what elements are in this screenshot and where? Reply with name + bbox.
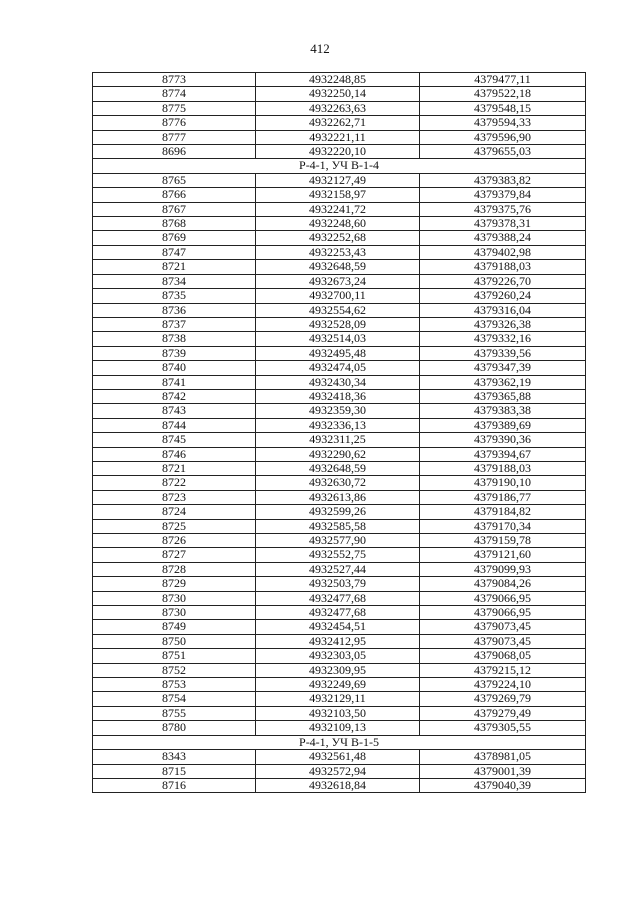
point-number-cell: 8767 <box>93 202 256 216</box>
point-number-cell: 8755 <box>93 706 256 720</box>
x-coordinate-cell: 4932129,11 <box>256 692 420 706</box>
x-coordinate-cell: 4932103,50 <box>256 706 420 720</box>
point-number-cell: 8734 <box>93 274 256 288</box>
x-coordinate-cell: 4932673,24 <box>256 274 420 288</box>
point-number-cell: 8727 <box>93 548 256 562</box>
table-row <box>93 87 586 101</box>
x-coordinate-cell: 4932250,14 <box>256 87 420 101</box>
y-coordinate-cell: 4379594,33 <box>420 116 586 130</box>
y-coordinate-cell: 4379269,79 <box>420 692 586 706</box>
y-coordinate-cell: 4379159,78 <box>420 534 586 548</box>
x-coordinate-cell: 4932309,95 <box>256 663 420 677</box>
point-number-cell: 8742 <box>93 389 256 403</box>
point-number-cell: 8715 <box>93 764 256 778</box>
y-coordinate-cell: 4379362,19 <box>420 375 586 389</box>
point-number-cell: 8725 <box>93 519 256 533</box>
x-coordinate-cell: 4932554,62 <box>256 303 420 317</box>
x-coordinate-cell: 4932221,11 <box>256 130 420 144</box>
y-coordinate-cell: 4379260,24 <box>420 289 586 303</box>
point-number-cell: 8754 <box>93 692 256 706</box>
y-coordinate-cell: 4379066,95 <box>420 606 586 620</box>
y-coordinate-cell: 4379188,03 <box>420 260 586 274</box>
table-row <box>93 534 586 548</box>
y-coordinate-cell: 4379383,38 <box>420 404 586 418</box>
y-coordinate-cell: 4379655,03 <box>420 145 586 159</box>
point-number-cell: 8728 <box>93 562 256 576</box>
coordinates-table <box>92 72 586 793</box>
table-row <box>93 404 586 418</box>
table-row <box>93 188 586 202</box>
point-number-cell: 8752 <box>93 663 256 677</box>
y-coordinate-cell: 4379402,98 <box>420 245 586 259</box>
y-coordinate-cell: 4379279,49 <box>420 706 586 720</box>
x-coordinate-cell: 4932552,75 <box>256 548 420 562</box>
y-coordinate-cell: 4379378,31 <box>420 217 586 231</box>
table-row <box>93 447 586 461</box>
x-coordinate-cell: 4932577,90 <box>256 534 420 548</box>
point-number-cell: 8729 <box>93 577 256 591</box>
y-coordinate-cell: 4379347,39 <box>420 361 586 375</box>
y-coordinate-cell: 4379316,04 <box>420 303 586 317</box>
point-number-cell: 8730 <box>93 591 256 605</box>
x-coordinate-cell: 4932585,58 <box>256 519 420 533</box>
y-coordinate-cell: 4379394,67 <box>420 447 586 461</box>
x-coordinate-cell: 4932311,25 <box>256 433 420 447</box>
table-row <box>93 101 586 115</box>
x-coordinate-cell: 4932561,48 <box>256 750 420 764</box>
table-row <box>93 778 586 792</box>
y-coordinate-cell: 4379388,24 <box>420 231 586 245</box>
point-number-cell: 8736 <box>93 303 256 317</box>
point-number-cell: 8744 <box>93 418 256 432</box>
x-coordinate-cell: 4932648,59 <box>256 461 420 475</box>
y-coordinate-cell: 4379548,15 <box>420 101 586 115</box>
point-number-cell: 8722 <box>93 476 256 490</box>
section-title: Р-4-1, УЧ В-1-5 <box>93 735 586 749</box>
x-coordinate-cell: 4932630,72 <box>256 476 420 490</box>
y-coordinate-cell: 4379332,16 <box>420 332 586 346</box>
y-coordinate-cell: 4379121,60 <box>420 548 586 562</box>
y-coordinate-cell: 4379326,38 <box>420 317 586 331</box>
y-coordinate-cell: 4379170,34 <box>420 519 586 533</box>
table-row <box>93 389 586 403</box>
table-row <box>93 245 586 259</box>
point-number-cell: 8746 <box>93 447 256 461</box>
table-row <box>93 562 586 576</box>
point-number-cell: 8739 <box>93 346 256 360</box>
y-coordinate-cell: 4379379,84 <box>420 188 586 202</box>
x-coordinate-cell: 4932528,09 <box>256 317 420 331</box>
table-row <box>93 332 586 346</box>
point-number-cell: 8343 <box>93 750 256 764</box>
table-row <box>93 606 586 620</box>
x-coordinate-cell: 4932263,63 <box>256 101 420 115</box>
table-row <box>93 634 586 648</box>
point-number-cell: 8740 <box>93 361 256 375</box>
x-coordinate-cell: 4932503,79 <box>256 577 420 591</box>
y-coordinate-cell: 4379186,77 <box>420 490 586 504</box>
y-coordinate-cell: 4379390,36 <box>420 433 586 447</box>
x-coordinate-cell: 4932241,72 <box>256 202 420 216</box>
x-coordinate-cell: 4932514,03 <box>256 332 420 346</box>
coordinates-table-body <box>93 73 586 793</box>
point-number-cell: 8751 <box>93 649 256 663</box>
table-row <box>93 274 586 288</box>
section-header-row <box>93 735 586 749</box>
y-coordinate-cell: 4379226,70 <box>420 274 586 288</box>
table-row <box>93 202 586 216</box>
x-coordinate-cell: 4932477,68 <box>256 591 420 605</box>
x-coordinate-cell: 4932527,44 <box>256 562 420 576</box>
x-coordinate-cell: 4932454,51 <box>256 620 420 634</box>
table-row <box>93 418 586 432</box>
y-coordinate-cell: 4379184,82 <box>420 505 586 519</box>
point-number-cell: 8726 <box>93 534 256 548</box>
x-coordinate-cell: 4932572,94 <box>256 764 420 778</box>
point-number-cell: 8747 <box>93 245 256 259</box>
table-row <box>93 130 586 144</box>
point-number-cell: 8766 <box>93 188 256 202</box>
table-row <box>93 505 586 519</box>
x-coordinate-cell: 4932248,85 <box>256 73 420 87</box>
table-row <box>93 433 586 447</box>
point-number-cell: 8775 <box>93 101 256 115</box>
point-number-cell: 8735 <box>93 289 256 303</box>
table-row <box>93 750 586 764</box>
table-row <box>93 678 586 692</box>
table-row <box>93 173 586 187</box>
table-row <box>93 620 586 634</box>
y-coordinate-cell: 4379073,45 <box>420 620 586 634</box>
table-row <box>93 591 586 605</box>
y-coordinate-cell: 4379066,95 <box>420 591 586 605</box>
y-coordinate-cell: 4379389,69 <box>420 418 586 432</box>
x-coordinate-cell: 4932336,13 <box>256 418 420 432</box>
y-coordinate-cell: 4379375,76 <box>420 202 586 216</box>
point-number-cell: 8696 <box>93 145 256 159</box>
table-row <box>93 303 586 317</box>
y-coordinate-cell: 4379040,39 <box>420 778 586 792</box>
y-coordinate-cell: 4379383,82 <box>420 173 586 187</box>
point-number-cell: 8780 <box>93 721 256 735</box>
table-row <box>93 490 586 504</box>
point-number-cell: 8776 <box>93 116 256 130</box>
x-coordinate-cell: 4932127,49 <box>256 173 420 187</box>
x-coordinate-cell: 4932412,95 <box>256 634 420 648</box>
table-row <box>93 461 586 475</box>
point-number-cell: 8741 <box>93 375 256 389</box>
x-coordinate-cell: 4932648,59 <box>256 260 420 274</box>
table-row <box>93 260 586 274</box>
x-coordinate-cell: 4932253,43 <box>256 245 420 259</box>
table-row <box>93 361 586 375</box>
y-coordinate-cell: 4379339,56 <box>420 346 586 360</box>
point-number-cell: 8749 <box>93 620 256 634</box>
point-number-cell: 8737 <box>93 317 256 331</box>
table-row <box>93 476 586 490</box>
point-number-cell: 8723 <box>93 490 256 504</box>
table-row <box>93 548 586 562</box>
x-coordinate-cell: 4932158,97 <box>256 188 420 202</box>
table-row <box>93 217 586 231</box>
table-row <box>93 375 586 389</box>
table-row <box>93 317 586 331</box>
x-coordinate-cell: 4932303,05 <box>256 649 420 663</box>
table-row <box>93 692 586 706</box>
table-row <box>93 721 586 735</box>
point-number-cell: 8773 <box>93 73 256 87</box>
y-coordinate-cell: 4379099,93 <box>420 562 586 576</box>
x-coordinate-cell: 4932109,13 <box>256 721 420 735</box>
point-number-cell: 8768 <box>93 217 256 231</box>
x-coordinate-cell: 4932248,60 <box>256 217 420 231</box>
point-number-cell: 8750 <box>93 634 256 648</box>
x-coordinate-cell: 4932613,86 <box>256 490 420 504</box>
table-row <box>93 706 586 720</box>
table-row <box>93 519 586 533</box>
y-coordinate-cell: 4379190,10 <box>420 476 586 490</box>
y-coordinate-cell: 4379084,26 <box>420 577 586 591</box>
table-row <box>93 764 586 778</box>
table-row <box>93 116 586 130</box>
y-coordinate-cell: 4379215,12 <box>420 663 586 677</box>
point-number-cell: 8716 <box>93 778 256 792</box>
section-header-row <box>93 159 586 173</box>
table-row <box>93 663 586 677</box>
point-number-cell: 8765 <box>93 173 256 187</box>
point-number-cell: 8774 <box>93 87 256 101</box>
point-number-cell: 8769 <box>93 231 256 245</box>
table-row <box>93 346 586 360</box>
y-coordinate-cell: 4379224,10 <box>420 678 586 692</box>
x-coordinate-cell: 4932262,71 <box>256 116 420 130</box>
point-number-cell: 8730 <box>93 606 256 620</box>
point-number-cell: 8777 <box>93 130 256 144</box>
point-number-cell: 8745 <box>93 433 256 447</box>
y-coordinate-cell: 4379073,45 <box>420 634 586 648</box>
table-row <box>93 145 586 159</box>
x-coordinate-cell: 4932477,68 <box>256 606 420 620</box>
x-coordinate-cell: 4932599,26 <box>256 505 420 519</box>
x-coordinate-cell: 4932430,34 <box>256 375 420 389</box>
x-coordinate-cell: 4932495,48 <box>256 346 420 360</box>
y-coordinate-cell: 4379477,11 <box>420 73 586 87</box>
y-coordinate-cell: 4379188,03 <box>420 461 586 475</box>
x-coordinate-cell: 4932474,05 <box>256 361 420 375</box>
y-coordinate-cell: 4378981,05 <box>420 750 586 764</box>
table-row <box>93 289 586 303</box>
table-row <box>93 649 586 663</box>
x-coordinate-cell: 4932252,68 <box>256 231 420 245</box>
point-number-cell: 8743 <box>93 404 256 418</box>
y-coordinate-cell: 4379068,05 <box>420 649 586 663</box>
y-coordinate-cell: 4379001,39 <box>420 764 586 778</box>
x-coordinate-cell: 4932700,11 <box>256 289 420 303</box>
table-row <box>93 73 586 87</box>
x-coordinate-cell: 4932249,69 <box>256 678 420 692</box>
x-coordinate-cell: 4932418,36 <box>256 389 420 403</box>
table-row <box>93 577 586 591</box>
point-number-cell: 8721 <box>93 461 256 475</box>
point-number-cell: 8721 <box>93 260 256 274</box>
y-coordinate-cell: 4379365,88 <box>420 389 586 403</box>
page-number: 412 <box>310 41 330 56</box>
point-number-cell: 8753 <box>93 678 256 692</box>
x-coordinate-cell: 4932220,10 <box>256 145 420 159</box>
point-number-cell: 8738 <box>93 332 256 346</box>
y-coordinate-cell: 4379522,18 <box>420 87 586 101</box>
x-coordinate-cell: 4932359,30 <box>256 404 420 418</box>
x-coordinate-cell: 4932290,62 <box>256 447 420 461</box>
y-coordinate-cell: 4379596,90 <box>420 130 586 144</box>
point-number-cell: 8724 <box>93 505 256 519</box>
y-coordinate-cell: 4379305,55 <box>420 721 586 735</box>
section-title: Р-4-1, УЧ В-1-4 <box>93 159 586 173</box>
table-row <box>93 231 586 245</box>
x-coordinate-cell: 4932618,84 <box>256 778 420 792</box>
